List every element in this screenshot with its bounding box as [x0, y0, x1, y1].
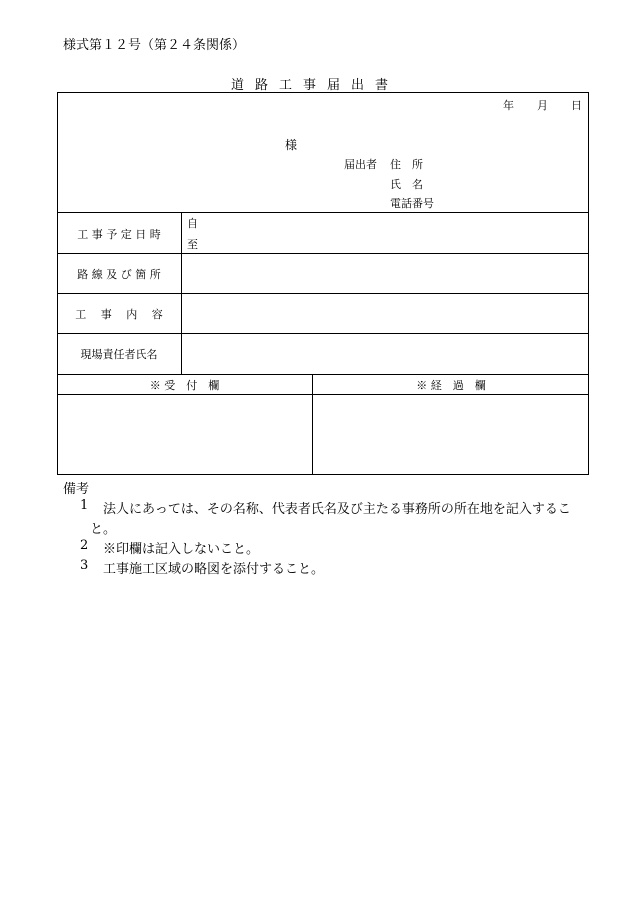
- date-year-label: 年: [503, 99, 514, 112]
- form-number: 様式第１２号（第２４条関係）: [63, 38, 246, 53]
- note-text: 工事施工区域の略図を添付すること。: [103, 562, 325, 577]
- name-label: 氏 名: [390, 178, 423, 191]
- note-text: ※印欄は記入しないこと。: [103, 542, 260, 557]
- date-day-label: 日: [571, 99, 582, 112]
- note-text-continuation: と。: [90, 522, 117, 537]
- note-number: 3: [80, 558, 89, 573]
- label-column-divider: [181, 212, 182, 374]
- route-label: 路 線 及 び 箇 所: [77, 268, 161, 281]
- document-title: 道路工事届出書: [230, 78, 399, 93]
- date-month-label: 月: [537, 99, 548, 112]
- addressee-suffix: 様: [285, 138, 298, 152]
- applicant-label: 届出者: [344, 158, 377, 171]
- form-table: [57, 92, 589, 475]
- row-divider: [57, 253, 589, 254]
- reception-column-header: ※ 受 付 欄: [149, 379, 220, 392]
- address-label: 住 所: [390, 158, 423, 171]
- schedule-to-label: 至: [187, 238, 198, 251]
- content-label: 工 事 内 容: [75, 308, 163, 321]
- schedule-from-label: 自: [187, 217, 198, 230]
- row-divider: [57, 212, 589, 213]
- row-divider: [57, 374, 589, 375]
- row-divider: [57, 293, 589, 294]
- progress-column-header: ※ 経 過 欄: [416, 379, 486, 392]
- note-text: 法人にあっては、その名称、代表者氏名及び主たる事務所の所在地を記入するこ: [103, 502, 571, 517]
- note-number: 1: [80, 498, 89, 513]
- row-divider: [57, 394, 589, 395]
- phone-label: 電話番号: [390, 197, 434, 210]
- row-divider: [57, 333, 589, 334]
- schedule-label: 工 事 予 定 日 時: [77, 228, 161, 241]
- supervisor-label: 現場責任者氏名: [80, 348, 158, 361]
- notes-heading: 備考: [63, 482, 90, 497]
- note-number: 2: [80, 538, 89, 553]
